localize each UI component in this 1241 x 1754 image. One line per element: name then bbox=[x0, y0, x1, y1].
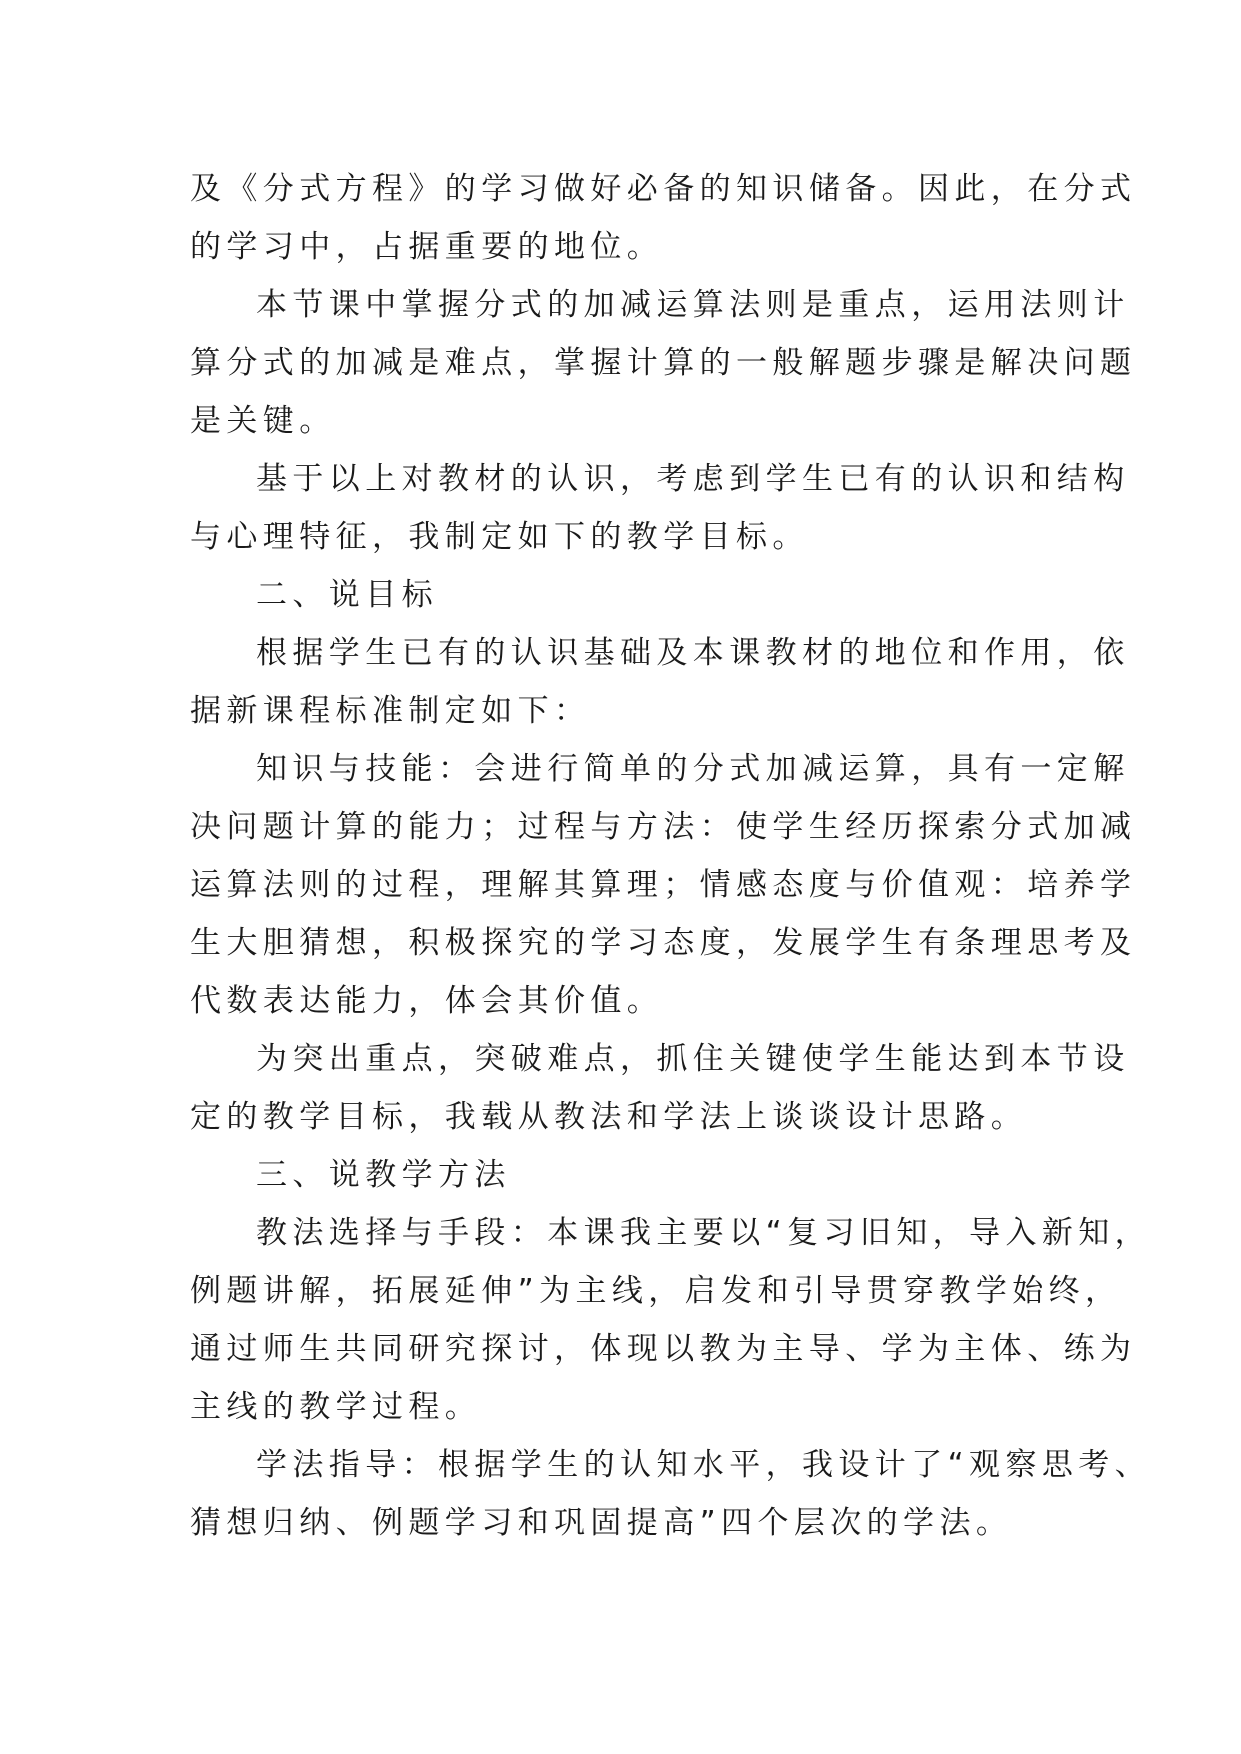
paragraph bbox=[190, 450, 1130, 566]
text-line: 知识与技能：会进行简单的分式加减运算，具有一定解 bbox=[256, 751, 1130, 787]
paragraph bbox=[190, 740, 1137, 1030]
text-line: 与心理特征，我制定如下的教学目标。 bbox=[190, 519, 809, 555]
text-line: 决问题计算的能力；过程与方法：使学生经历探索分式加减 bbox=[190, 809, 1137, 845]
text-line: 生大胆猜想，积极探究的学习态度，发展学生有条理思考及 bbox=[190, 925, 1137, 961]
text-line: 根据学生已有的认识基础及本课教材的地位和作用，依 bbox=[256, 635, 1130, 671]
document-body bbox=[190, 160, 1152, 1552]
text-line: 猜想归纳、例题学习和巩固提高”四个层次的学法。 bbox=[190, 1505, 1013, 1541]
section-heading-text: 三、说教学方法 bbox=[256, 1157, 511, 1193]
section-heading bbox=[190, 1146, 1056, 1204]
text-line: 据新课程标准制定如下： bbox=[190, 693, 591, 729]
text-line: 是关键。 bbox=[190, 403, 336, 439]
text-line: 为突出重点，突破难点，抓住关键使学生能达到本节设 bbox=[256, 1041, 1130, 1077]
section-heading-text: 二、说目标 bbox=[256, 577, 438, 613]
text-line: 例题讲解，拓展延伸”为主线，启发和引导贯穿教学始终， bbox=[190, 1273, 1122, 1309]
section-heading bbox=[190, 566, 1056, 624]
text-line: 主线的教学过程。 bbox=[190, 1389, 482, 1425]
text-line: 的学习中，占据重要的地位。 bbox=[190, 229, 664, 265]
text-line: 通过师生共同研究探讨，体现以教为主导、学为主体、练为 bbox=[190, 1331, 1137, 1367]
text-line: 运算法则的过程，理解其算理；情感态度与价值观：培养学 bbox=[190, 867, 1137, 903]
text-line: 代数表达能力，体会其价值。 bbox=[190, 983, 664, 1019]
text-line: 本节课中掌握分式的加减运算法则是重点，运用法则计 bbox=[256, 287, 1130, 323]
paragraph bbox=[190, 1204, 1152, 1436]
text-line: 及《分式方程》的学习做好必备的知识储备。因此，在分式 bbox=[190, 171, 1137, 207]
paragraph bbox=[190, 160, 1137, 276]
paragraph bbox=[190, 1030, 1130, 1146]
text-line: 算分式的加减是难点，掌握计算的一般解题步骤是解决问题 bbox=[190, 345, 1137, 381]
text-line: 学法指导：根据学生的认知水平，我设计了“观察思考、 bbox=[256, 1447, 1152, 1483]
paragraph bbox=[190, 1436, 1152, 1552]
paragraph bbox=[190, 624, 1130, 740]
text-line: 定的教学目标，我载从教法和学法上谈谈设计思路。 bbox=[190, 1099, 1028, 1135]
text-line: 基于以上对教材的认识，考虑到学生已有的认识和结构 bbox=[256, 461, 1130, 497]
text-line: 教法选择与手段：本课我主要以“复习旧知，导入新知， bbox=[256, 1215, 1152, 1251]
paragraph bbox=[190, 276, 1137, 450]
